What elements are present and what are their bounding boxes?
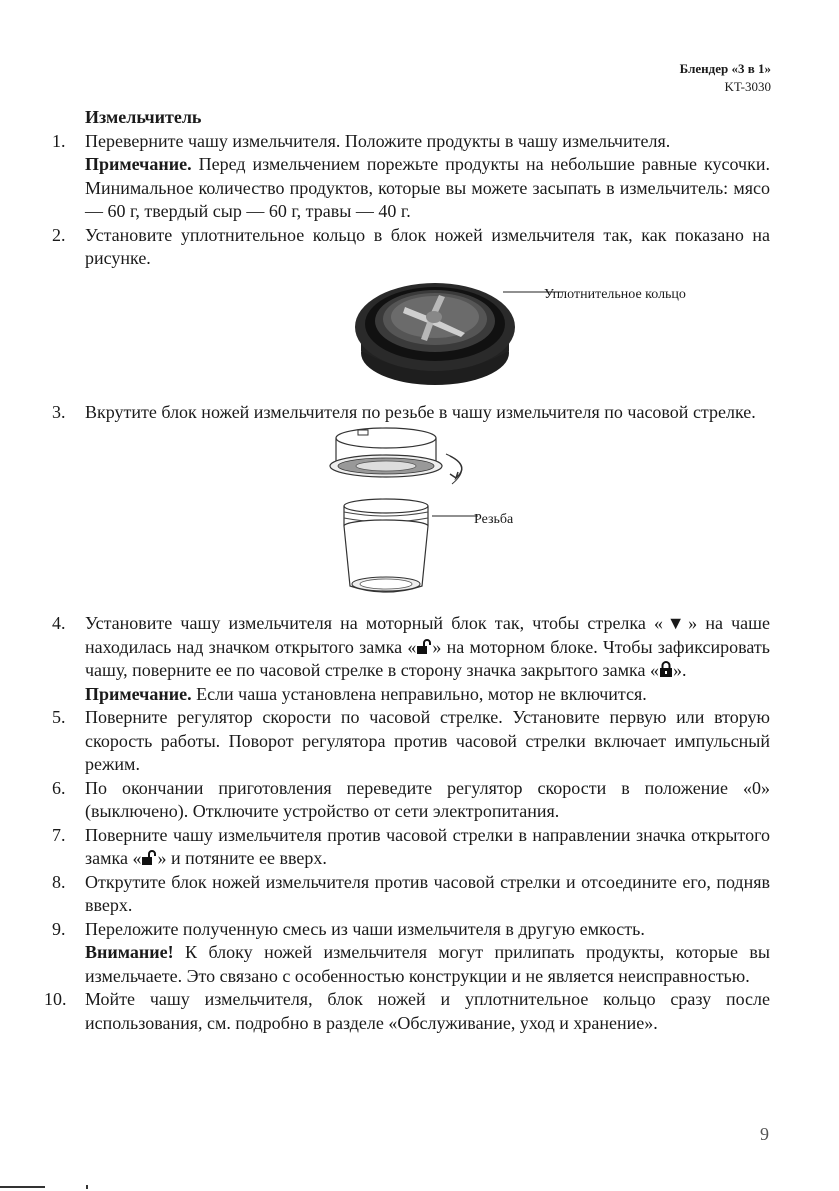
step-text: Открутите блок ножей измельчителя против часовой стрелки и отсоедините его, подняв вверх. bbox=[85, 871, 770, 915]
step-6 bbox=[50, 777, 770, 824]
step-7 bbox=[50, 824, 770, 871]
step-text: Вкрутите блок ножей измельчителя по резьбе в чашу измельчителя по часовой стрелке. bbox=[85, 401, 756, 422]
note-label: Примечание. bbox=[85, 154, 192, 174]
note-label: Примечание. bbox=[85, 683, 192, 704]
step-2 bbox=[50, 224, 770, 271]
step-number: 7. bbox=[52, 824, 66, 845]
footer-rule bbox=[0, 1186, 45, 1188]
step-number: 4. bbox=[52, 613, 66, 633]
step-10 bbox=[44, 988, 770, 1035]
page-header bbox=[680, 60, 771, 96]
warning-text: К блоку ножей измельчителя могут прилипать продукты, которые вы измельчаете. Это связано с особенностью конструкции и не является неисправностью. bbox=[85, 942, 770, 986]
open-lock-icon bbox=[141, 850, 157, 866]
step-text-2: » на чаше находилась над значком открытого замка « bbox=[85, 613, 770, 657]
step-number: 8. bbox=[52, 871, 66, 892]
model-number: KT-3030 bbox=[724, 79, 771, 94]
note-text: Перед измельчением порежьте продукты на небольшие равные кусочки. Минимальное количество продуктов, которые вы можете засыпать в измельчитель: мясо — 60 г, твердый сыр — 60 г, травы — 40 г. bbox=[85, 154, 770, 221]
step-text-1: Поверните чашу измельчителя против часовой стрелки в направлении значка открытого замка « bbox=[85, 824, 770, 868]
step-9 bbox=[50, 918, 770, 942]
warning-label: Внимание! bbox=[85, 942, 174, 962]
step-text: По окончании приготовления переведите регулятор скорости в положение «0» (выключено). Отключите устройство от сети электропитания. bbox=[85, 777, 770, 821]
closed-lock-icon bbox=[659, 661, 673, 678]
instructions bbox=[44, 106, 770, 1035]
footer-mark bbox=[86, 1185, 88, 1189]
step-text: Переверните чашу измельчителя. Положите продукты в чашу измельчителя. bbox=[85, 130, 671, 151]
product-name: Блендер «3 в 1» bbox=[679, 61, 771, 76]
step-text: Мойте чашу измельчителя, блок ножей и уплотнительное кольцо сразу после использования, см. подробно в разделе «Обслуживание, уход и хранение». bbox=[85, 989, 770, 1033]
step-3 bbox=[50, 401, 770, 425]
step-text-2: » и потяните ее вверх. bbox=[157, 848, 327, 868]
step-9-warning bbox=[50, 941, 770, 988]
figure-sealing-ring bbox=[50, 271, 770, 401]
step-number: 10. bbox=[44, 989, 67, 1009]
ring-label: Уплотнительное кольцо bbox=[544, 286, 686, 302]
step-number: 2. bbox=[52, 224, 66, 245]
step-4 bbox=[50, 612, 770, 683]
step-text-4: ». bbox=[672, 660, 687, 680]
thread-label: Резьба bbox=[474, 512, 514, 527]
figure-thread bbox=[50, 426, 770, 612]
step-text: Поверните регулятор скорости по часовой стрелке. Установите первую или вторую скорость работы. Поворот регулятора против часовой стрелки включает импульсный режим. bbox=[85, 707, 770, 774]
step-1-note bbox=[50, 153, 770, 224]
step-text-1: Установите чашу измельчителя на моторный блок так, чтобы стрелка « bbox=[85, 613, 664, 633]
step-number: 3. bbox=[52, 401, 66, 422]
step-text: Установите уплотнительное кольцо в блок ножей измельчителя так, как показано на рисунке. bbox=[85, 224, 770, 268]
note-text: Если чаша установлена неправильно, мотор не включится. bbox=[191, 683, 647, 704]
step-number: 6. bbox=[52, 777, 66, 798]
section-title: Измельчитель bbox=[85, 107, 202, 127]
page-number: 9 bbox=[760, 1124, 769, 1144]
step-text-3: » на моторном блоке. Чтобы зафиксировать чашу, поверните ее по часовой стрелке в сторону значка закрытого замка « bbox=[85, 636, 770, 680]
step-number: 1. bbox=[52, 130, 66, 151]
chopper-assembly-illustration bbox=[328, 426, 498, 608]
step-1 bbox=[50, 130, 770, 154]
step-number: 9. bbox=[52, 918, 66, 939]
step-text: Переложите полученную смесь из чаши измельчителя в другую емкость. bbox=[85, 918, 645, 939]
step-number: 5. bbox=[52, 707, 66, 727]
step-8 bbox=[50, 871, 770, 918]
down-arrow-icon: ▼ bbox=[663, 613, 689, 633]
step-4-note bbox=[50, 683, 770, 707]
step-5 bbox=[50, 706, 770, 777]
open-lock-icon bbox=[416, 639, 432, 655]
